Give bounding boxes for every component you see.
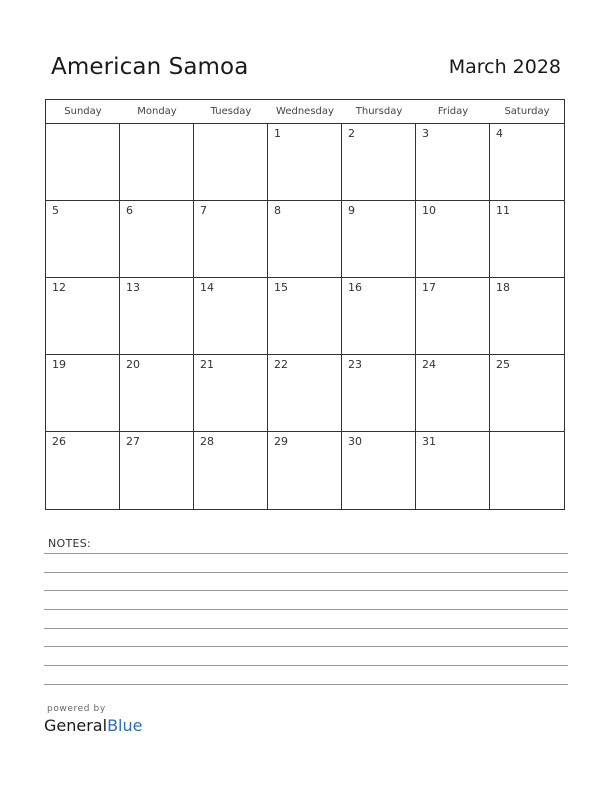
day-cell	[342, 201, 416, 278]
weekday-wednesday: Wednesday	[276, 106, 334, 117]
day-number: 10	[422, 204, 436, 217]
day-cell	[120, 355, 194, 432]
note-line	[44, 590, 568, 591]
day-number: 8	[274, 204, 281, 217]
day-cell	[416, 201, 490, 278]
day-cell	[490, 432, 564, 509]
day-number: 23	[348, 358, 362, 371]
day-cell	[46, 432, 120, 509]
day-number: 31	[422, 435, 436, 448]
day-number: 3	[422, 127, 429, 140]
powered-by-text: powered by	[47, 704, 106, 714]
brand-general: General	[44, 716, 108, 735]
note-line	[44, 628, 568, 629]
weekday-thursday: Thursday	[355, 106, 403, 117]
day-cell	[194, 124, 268, 201]
day-cell	[46, 355, 120, 432]
day-number: 21	[200, 358, 214, 371]
weekday-friday: Friday	[437, 106, 469, 117]
day-cell	[416, 124, 490, 201]
day-cell	[46, 124, 120, 201]
generalblue-logo	[44, 716, 142, 735]
day-number: 20	[126, 358, 140, 371]
weekday-monday: Monday	[137, 106, 177, 117]
day-cell	[268, 432, 342, 509]
day-cell	[194, 201, 268, 278]
brand-blue: Blue	[107, 716, 143, 735]
day-cell	[120, 201, 194, 278]
day-number: 18	[496, 281, 510, 294]
day-number: 9	[348, 204, 355, 217]
day-cell	[268, 124, 342, 201]
day-number: 24	[422, 358, 436, 371]
day-number: 27	[126, 435, 140, 448]
day-cell	[416, 278, 490, 355]
day-cell	[268, 201, 342, 278]
note-line	[44, 572, 568, 573]
day-number: 4	[496, 127, 503, 140]
day-cell	[194, 432, 268, 509]
note-line	[44, 553, 568, 554]
day-cell	[490, 201, 564, 278]
day-cell	[120, 278, 194, 355]
day-number: 26	[52, 435, 66, 448]
day-number: 29	[274, 435, 288, 448]
calendar-body	[46, 124, 564, 509]
day-cell	[268, 355, 342, 432]
notes-label: NOTES:	[48, 537, 92, 550]
day-number: 19	[52, 358, 66, 371]
calendar-grid	[45, 99, 565, 510]
day-number: 12	[52, 281, 66, 294]
day-number: 14	[200, 281, 214, 294]
day-cell	[120, 432, 194, 509]
day-cell	[490, 278, 564, 355]
day-number: 30	[348, 435, 362, 448]
day-number: 11	[496, 204, 510, 217]
weekday-header	[46, 100, 564, 124]
month-title: March 2028	[448, 56, 561, 78]
day-cell	[194, 278, 268, 355]
day-number: 28	[200, 435, 214, 448]
day-cell	[342, 355, 416, 432]
day-cell	[416, 432, 490, 509]
note-line	[44, 684, 568, 685]
day-number: 25	[496, 358, 510, 371]
day-cell	[46, 201, 120, 278]
day-number: 13	[126, 281, 140, 294]
day-cell	[490, 124, 564, 201]
weekday-sunday: Sunday	[64, 106, 102, 117]
weekday-saturday: Saturday	[504, 106, 550, 117]
day-cell	[416, 355, 490, 432]
day-number: 15	[274, 281, 288, 294]
note-line	[44, 646, 568, 647]
day-cell	[342, 124, 416, 201]
day-cell	[490, 355, 564, 432]
note-line	[44, 665, 568, 666]
day-number: 16	[348, 281, 362, 294]
day-number: 1	[274, 127, 281, 140]
day-cell	[268, 278, 342, 355]
day-number: 5	[52, 204, 59, 217]
weekday-tuesday: Tuesday	[210, 106, 252, 117]
day-cell	[342, 278, 416, 355]
day-number: 17	[422, 281, 436, 294]
day-cell	[120, 124, 194, 201]
day-number: 22	[274, 358, 288, 371]
region-title: American Samoa	[51, 54, 249, 80]
day-number: 6	[126, 204, 133, 217]
day-cell	[46, 278, 120, 355]
day-number: 7	[200, 204, 207, 217]
day-number: 2	[348, 127, 355, 140]
day-cell	[342, 432, 416, 509]
day-cell	[194, 355, 268, 432]
note-line	[44, 609, 568, 610]
